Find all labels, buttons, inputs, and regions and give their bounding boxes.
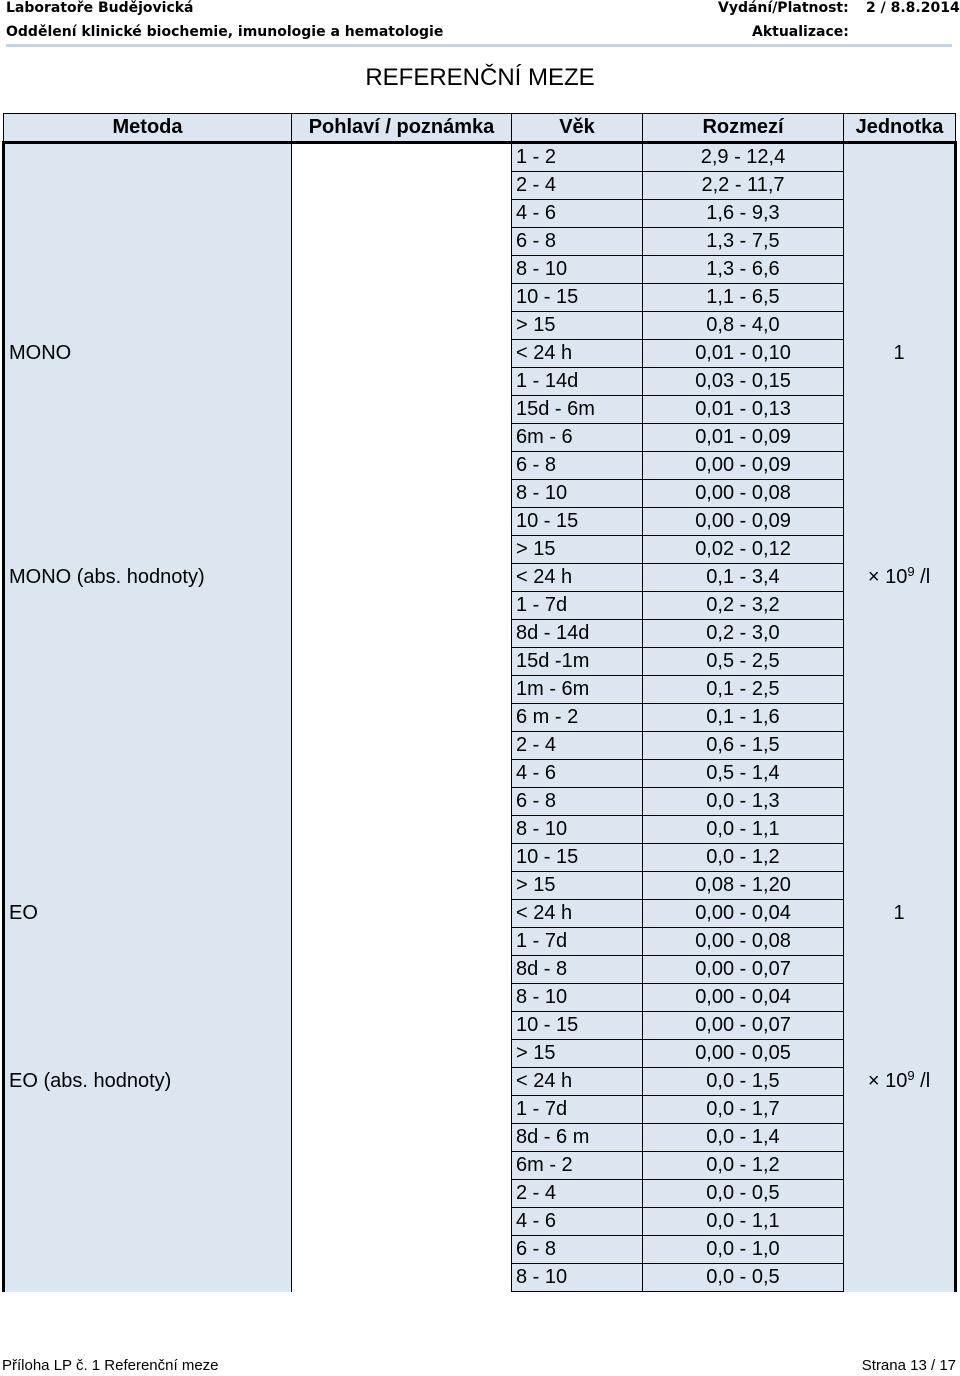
range-cell: 0,00 - 0,07: [643, 1012, 844, 1040]
age-cell: > 15: [512, 1040, 643, 1068]
table-body: [4, 143, 956, 1292]
age-cell: 8 - 10: [512, 1264, 643, 1292]
range-cell: 0,00 - 0,04: [643, 984, 844, 1012]
col-header-unit: Jednotka: [844, 114, 956, 143]
age-cell: 2 - 4: [512, 1180, 643, 1208]
unit-suffix: /l: [914, 565, 931, 588]
col-header-age: Věk: [512, 114, 643, 143]
unit-suffix: /l: [914, 1069, 931, 1092]
range-cell: 0,01 - 0,10: [643, 340, 844, 368]
range-cell: 0,0 - 1,3: [643, 788, 844, 816]
range-cell: 0,01 - 0,13: [643, 396, 844, 424]
unit-cell: [844, 564, 956, 900]
age-cell: 4 - 6: [512, 760, 643, 788]
note-cell: [292, 564, 512, 900]
age-cell: > 15: [512, 312, 643, 340]
age-cell: 8d - 14d: [512, 620, 643, 648]
range-cell: 0,1 - 1,6: [643, 704, 844, 732]
table-header-row: [4, 114, 956, 143]
age-cell: 6 m - 2: [512, 704, 643, 732]
range-cell: 0,6 - 1,5: [643, 732, 844, 760]
note-cell: [292, 1068, 512, 1292]
age-cell: 4 - 6: [512, 200, 643, 228]
unit-cell: 1: [844, 340, 956, 564]
range-cell: 0,2 - 3,0: [643, 620, 844, 648]
age-cell: 10 - 15: [512, 1012, 643, 1040]
table-row: [4, 564, 956, 592]
age-cell: 1 - 7d: [512, 928, 643, 956]
col-header-range: Rozmezí: [643, 114, 844, 143]
method-cell: MONO (abs. hodnoty): [4, 564, 292, 900]
method-cell: [4, 143, 292, 340]
age-cell: > 15: [512, 536, 643, 564]
range-cell: 0,5 - 1,4: [643, 760, 844, 788]
range-cell: 0,0 - 0,5: [643, 1264, 844, 1292]
range-cell: 0,5 - 2,5: [643, 648, 844, 676]
range-cell: 1,3 - 6,6: [643, 256, 844, 284]
age-cell: 10 - 15: [512, 508, 643, 536]
unit-prefix: × 10: [867, 1069, 908, 1092]
range-cell: 0,2 - 3,2: [643, 592, 844, 620]
unit-prefix: × 10: [867, 565, 908, 588]
update-label: Aktualizace:: [752, 24, 849, 40]
note-cell: [292, 900, 512, 1068]
range-cell: 0,0 - 1,1: [643, 1208, 844, 1236]
range-cell: 0,0 - 0,5: [643, 1180, 844, 1208]
range-cell: 0,00 - 0,08: [643, 480, 844, 508]
range-cell: 0,1 - 3,4: [643, 564, 844, 592]
note-cell: [292, 340, 512, 564]
range-cell: 0,00 - 0,09: [643, 508, 844, 536]
age-cell: 6 - 8: [512, 452, 643, 480]
age-cell: 10 - 15: [512, 844, 643, 872]
department-name: Oddělení klinické biochemie, imunologie a hematologie: [6, 24, 444, 40]
lab-name: Laboratoře Budějovická: [6, 0, 194, 16]
page-title: REFERENČNÍ MEZE: [365, 64, 595, 91]
age-cell: < 24 h: [512, 564, 643, 592]
age-cell: 2 - 4: [512, 172, 643, 200]
unit-cell: [844, 1068, 956, 1292]
range-cell: 0,8 - 4,0: [643, 312, 844, 340]
range-cell: 0,01 - 0,09: [643, 424, 844, 452]
range-cell: 0,0 - 1,2: [643, 1152, 844, 1180]
range-cell: 0,0 - 1,1: [643, 816, 844, 844]
range-cell: 0,08 - 1,20: [643, 872, 844, 900]
age-cell: 1m - 6m: [512, 676, 643, 704]
age-cell: > 15: [512, 872, 643, 900]
range-cell: 2,9 - 12,4: [643, 143, 844, 172]
footer-page: Strana 13 / 17: [861, 1357, 956, 1374]
reference-table: [2, 113, 957, 1292]
range-cell: 0,1 - 2,5: [643, 676, 844, 704]
age-cell: 8d - 8: [512, 956, 643, 984]
method-cell: MONO: [4, 340, 292, 564]
age-cell: 8 - 10: [512, 256, 643, 284]
unit-cell: 1: [844, 900, 956, 1068]
col-header-method: Metoda: [4, 114, 292, 143]
range-cell: 0,03 - 0,15: [643, 368, 844, 396]
table-row: [4, 143, 956, 172]
table-row: [4, 1068, 956, 1096]
age-cell: 1 - 2: [512, 143, 643, 172]
method-cell: EO: [4, 900, 292, 1068]
range-cell: 0,0 - 1,5: [643, 1068, 844, 1096]
range-cell: 2,2 - 11,7: [643, 172, 844, 200]
note-cell: [292, 143, 512, 340]
range-cell: 1,6 - 9,3: [643, 200, 844, 228]
age-cell: 1 - 14d: [512, 368, 643, 396]
issue-value: 2 / 8.8.2014: [866, 0, 960, 16]
unit-exponent: 9: [907, 1067, 915, 1083]
age-cell: 8 - 10: [512, 480, 643, 508]
age-cell: 1 - 7d: [512, 1096, 643, 1124]
method-cell: EO (abs. hodnoty): [4, 1068, 292, 1292]
range-cell: 0,0 - 1,4: [643, 1124, 844, 1152]
age-cell: 15d -1m: [512, 648, 643, 676]
age-cell: < 24 h: [512, 900, 643, 928]
header-divider: [6, 44, 952, 47]
age-cell: 2 - 4: [512, 732, 643, 760]
issue-label: Vydání/Platnost:: [718, 0, 849, 16]
age-cell: 6 - 8: [512, 1236, 643, 1264]
table-row: [4, 900, 956, 928]
range-cell: 0,0 - 1,0: [643, 1236, 844, 1264]
range-cell: 0,02 - 0,12: [643, 536, 844, 564]
age-cell: 6m - 2: [512, 1152, 643, 1180]
range-cell: 0,00 - 0,05: [643, 1040, 844, 1068]
age-cell: 8 - 10: [512, 984, 643, 1012]
range-cell: 0,00 - 0,04: [643, 900, 844, 928]
age-cell: 8d - 6 m: [512, 1124, 643, 1152]
range-cell: 1,3 - 7,5: [643, 228, 844, 256]
age-cell: 4 - 6: [512, 1208, 643, 1236]
unit-cell: [844, 143, 956, 340]
age-cell: < 24 h: [512, 1068, 643, 1096]
age-cell: 6m - 6: [512, 424, 643, 452]
range-cell: 0,00 - 0,08: [643, 928, 844, 956]
age-cell: 8 - 10: [512, 816, 643, 844]
footer-left: Příloha LP č. 1 Referenční meze: [2, 1357, 219, 1374]
range-cell: 0,0 - 1,2: [643, 844, 844, 872]
col-header-sex-note: Pohlaví / poznámka: [292, 114, 512, 143]
range-cell: 0,0 - 1,7: [643, 1096, 844, 1124]
range-cell: 1,1 - 6,5: [643, 284, 844, 312]
table-row: [4, 340, 956, 368]
age-cell: 15d - 6m: [512, 396, 643, 424]
age-cell: 6 - 8: [512, 788, 643, 816]
range-cell: 0,00 - 0,07: [643, 956, 844, 984]
age-cell: < 24 h: [512, 340, 643, 368]
unit-exponent: 9: [907, 563, 915, 579]
range-cell: 0,00 - 0,09: [643, 452, 844, 480]
age-cell: 6 - 8: [512, 228, 643, 256]
age-cell: 1 - 7d: [512, 592, 643, 620]
age-cell: 10 - 15: [512, 284, 643, 312]
